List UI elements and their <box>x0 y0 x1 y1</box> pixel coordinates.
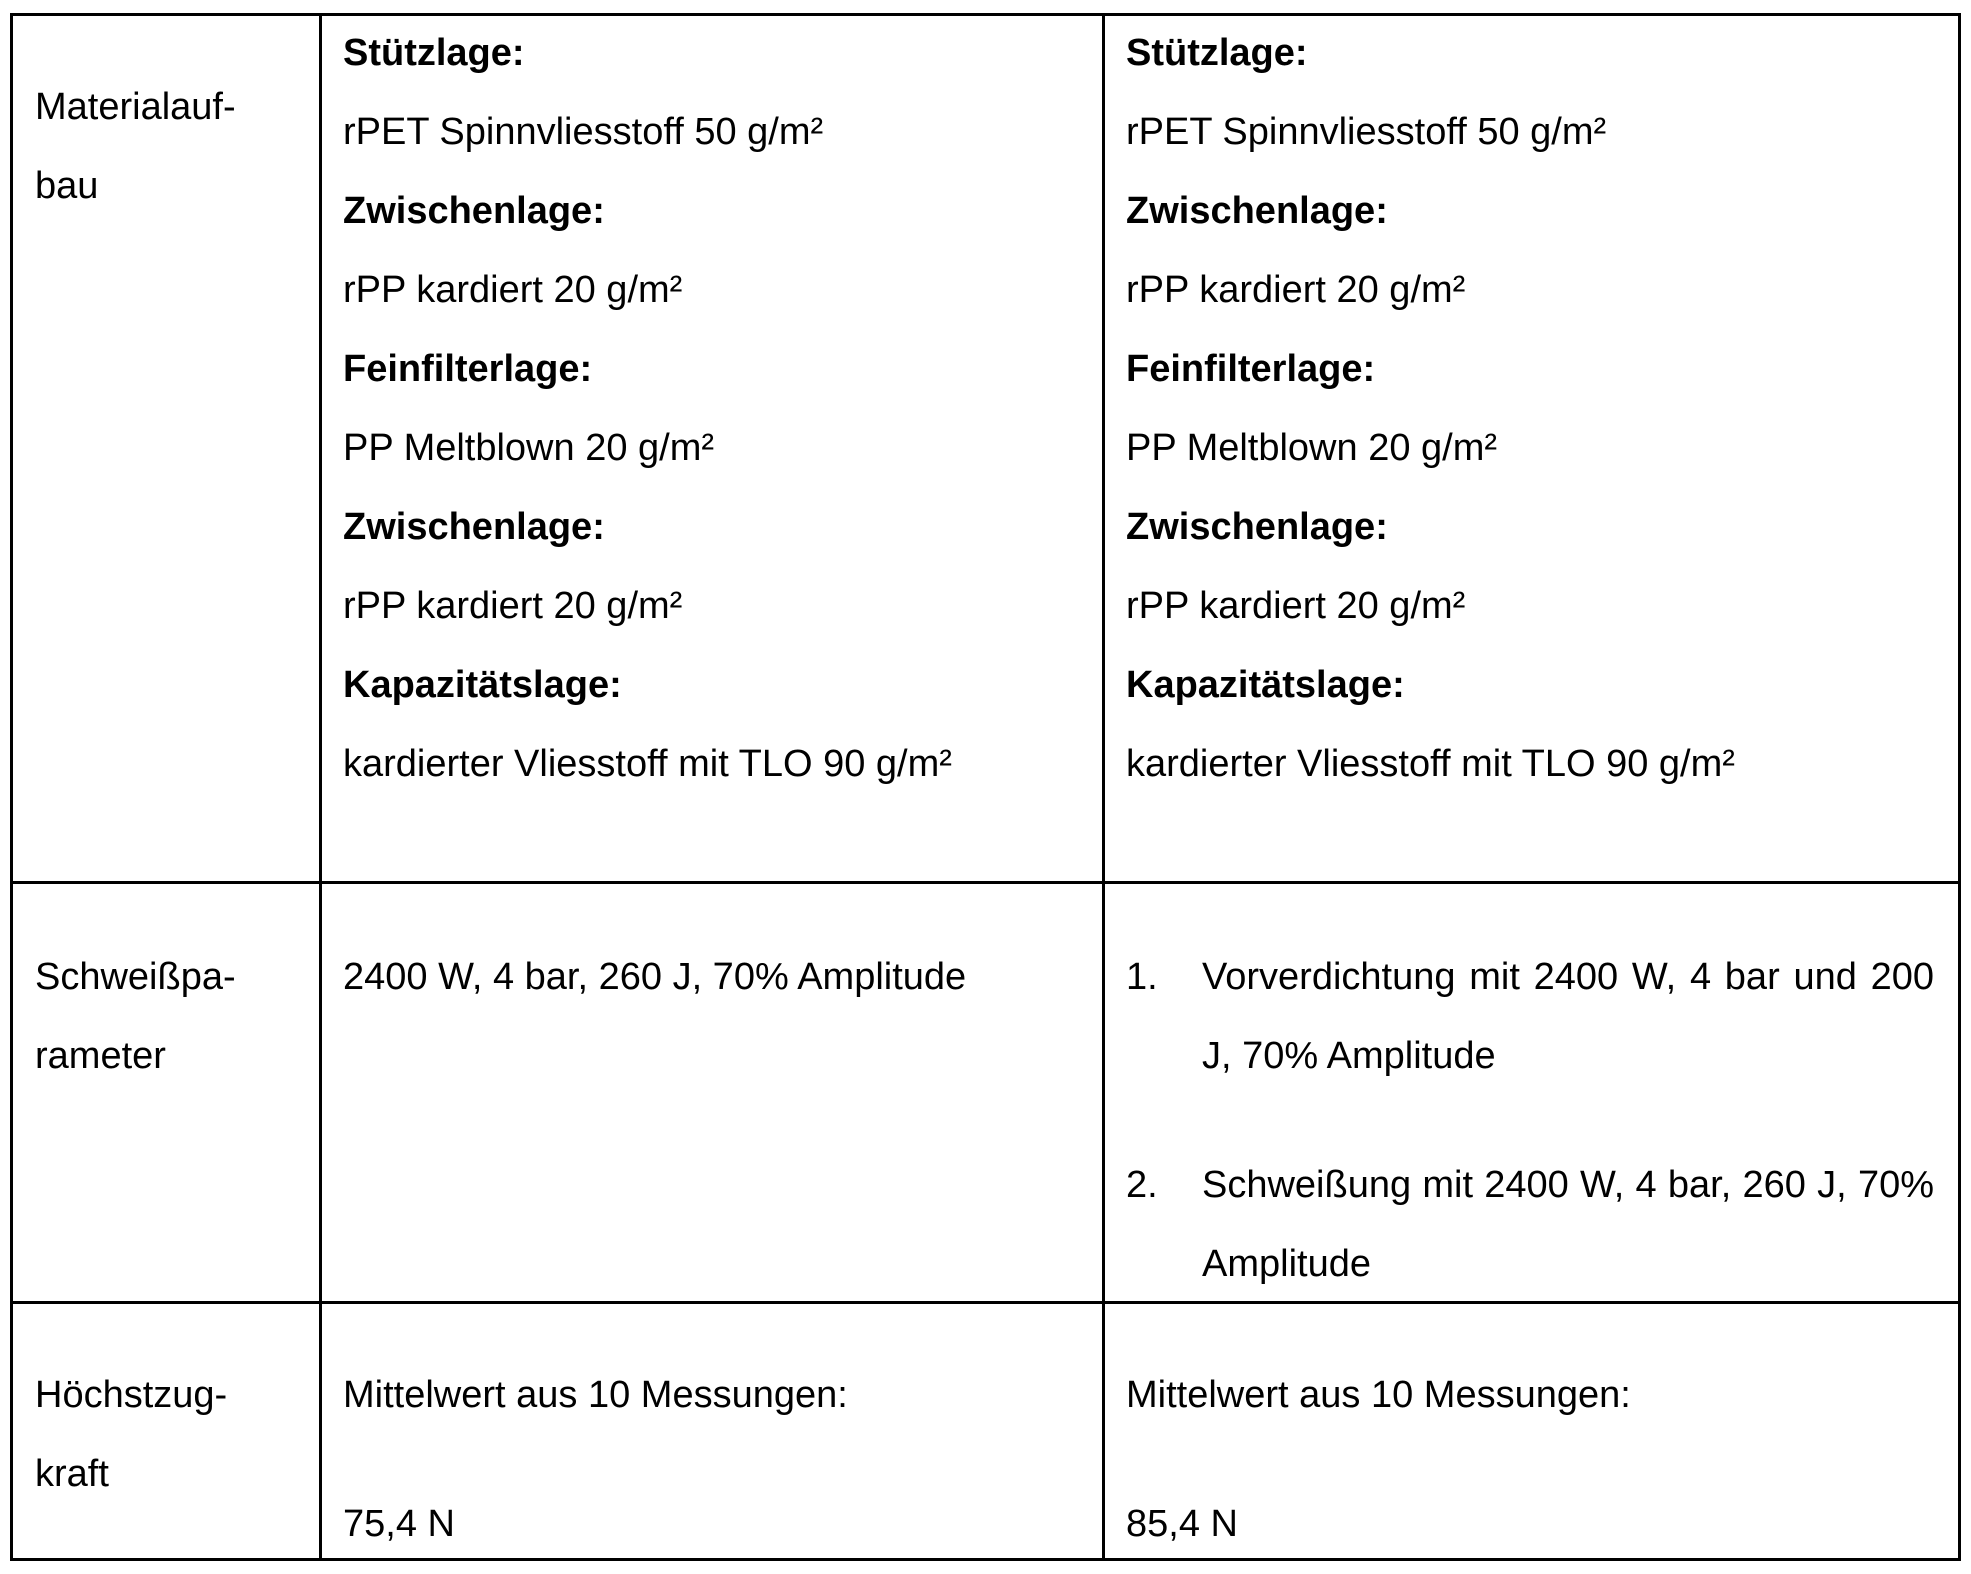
measurement-caption: Mittelwert aus 10 Messungen: <box>343 1356 848 1435</box>
measurement-caption: Mittelwert aus 10 Messungen: <box>1126 1356 1631 1435</box>
row-label-schweissparameter <box>35 938 236 1096</box>
layer-value: rPP kardiert 20 g/m² <box>343 251 952 330</box>
measurement-value: 75,4 N <box>343 1485 848 1564</box>
layer-heading: Feinfilterlage: <box>343 330 952 409</box>
layer-heading: Zwischenlage: <box>1126 172 1735 251</box>
list-number: 1. <box>1126 938 1158 1017</box>
row-divider <box>13 881 1958 884</box>
material-layers-variant-1 <box>343 14 952 804</box>
label-line: kraft <box>35 1435 227 1514</box>
row-label-hoechstzugkraft <box>35 1356 227 1514</box>
layer-value: rPP kardiert 20 g/m² <box>1126 567 1735 646</box>
layer-heading: Kapazitätslage: <box>343 646 952 725</box>
layer-heading: Zwischenlage: <box>343 172 952 251</box>
column-divider <box>1102 16 1105 1558</box>
layer-heading: Zwischenlage: <box>1126 488 1735 567</box>
layer-value: PP Meltblown 20 g/m² <box>1126 409 1735 488</box>
label-line: Höchstzug- <box>35 1356 227 1435</box>
layer-heading: Zwischenlage: <box>343 488 952 567</box>
layer-value: rPET Spinnvliesstoff 50 g/m² <box>343 93 952 172</box>
measurement-value: 85,4 N <box>1126 1485 1631 1564</box>
column-divider <box>319 16 322 1558</box>
layer-heading: Feinfilterlage: <box>1126 330 1735 409</box>
layer-value: rPP kardiert 20 g/m² <box>343 567 952 646</box>
layer-heading: Stützlage: <box>343 14 952 93</box>
layer-value: rPET Spinnvliesstoff 50 g/m² <box>1126 93 1735 172</box>
layer-value: rPP kardiert 20 g/m² <box>1126 251 1735 330</box>
welding-params-variant-2 <box>1126 938 1934 1304</box>
list-item <box>1126 1146 1934 1304</box>
tensile-force-variant-1 <box>343 1356 848 1564</box>
list-text: Vorverdichtung mit 2400 W, 4 bar und 200 J, 70% Amplitude <box>1202 956 1934 1077</box>
label-line: rameter <box>35 1017 236 1096</box>
label-line: bau <box>35 147 236 226</box>
list-number: 2. <box>1126 1146 1158 1225</box>
material-layers-variant-2 <box>1126 14 1735 804</box>
tensile-force-variant-2 <box>1126 1356 1631 1564</box>
list-text: Schweißung mit 2400 W, 4 bar, 260 J, 70% Amplitude <box>1202 1164 1934 1285</box>
layer-heading: Kapazitätslage: <box>1126 646 1735 725</box>
welding-params-variant-1: 2400 W, 4 bar, 260 J, 70% Amplitude <box>343 938 966 1017</box>
comparison-table <box>10 13 1961 1561</box>
list-item <box>1126 938 1934 1096</box>
layer-value: PP Meltblown 20 g/m² <box>343 409 952 488</box>
row-label-materialaufbau <box>35 68 236 226</box>
label-line: Schweißpa- <box>35 938 236 1017</box>
layer-value: kardierter Vliesstoff mit TLO 90 g/m² <box>343 725 952 804</box>
layer-value: kardierter Vliesstoff mit TLO 90 g/m² <box>1126 725 1735 804</box>
label-line: Materialauf- <box>35 68 236 147</box>
layer-heading: Stützlage: <box>1126 14 1735 93</box>
